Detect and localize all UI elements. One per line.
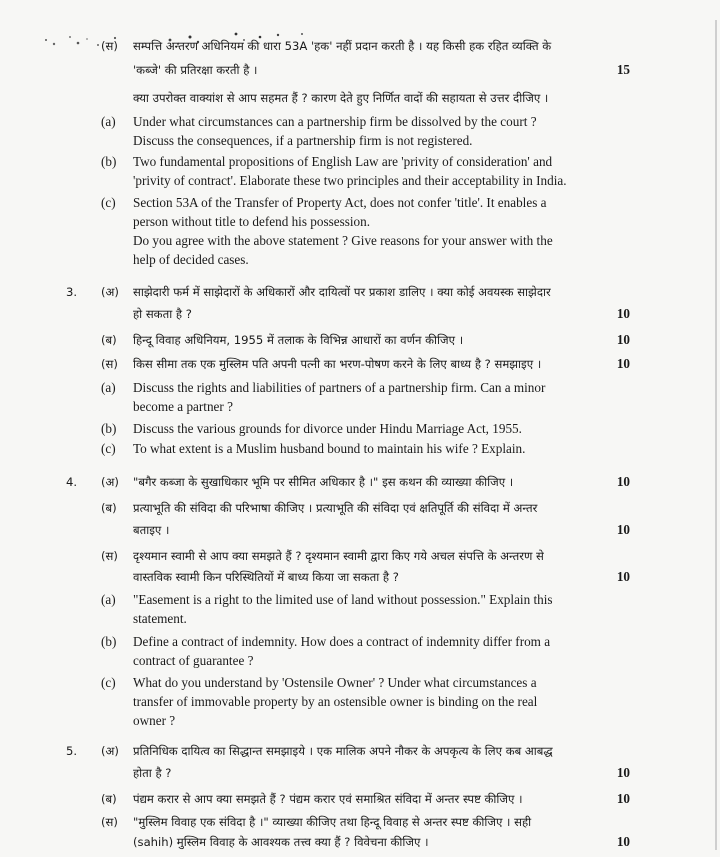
question-text: Under what circumstances can a partnership firm be dissolved by the court ? <box>133 114 537 129</box>
question-line <box>0 395 720 419</box>
question-text: become a partner ? <box>133 399 233 414</box>
question-line <box>0 328 720 352</box>
sub-question-label: (अ) <box>101 285 119 299</box>
sub-question-label: (स) <box>101 357 118 371</box>
question-line <box>0 565 720 589</box>
marks: 10 <box>616 522 630 537</box>
question-text: क्या उपरोक्त वाक्यांश से आप सहमत हैं ? कारण देते हुए निर्णित वादों की सहायता से उत्तर दीजिए । <box>133 91 549 105</box>
sub-question-label: (a) <box>101 114 116 129</box>
sub-question-label: (अ) <box>101 744 119 758</box>
question-text: हो सकता है ? <box>133 307 192 321</box>
question-text: To what extent is a Muslim husband bound to maintain his wife ? Explain. <box>133 441 526 456</box>
question-text: बताइए । <box>133 523 170 537</box>
question-line <box>0 518 720 542</box>
question-text: help of decided cases. <box>133 252 249 267</box>
question-text: होता है ? <box>133 766 172 780</box>
question-text: transfer of immovable property by an ostensible owner is binding on the real <box>133 694 538 709</box>
sub-question-label: (a) <box>101 380 116 395</box>
question-line <box>0 58 720 82</box>
question-text: person without title to defend his possession. <box>133 214 370 229</box>
question-text: Discuss the various grounds for divorce under Hindu Marriage Act, 1955. <box>133 421 522 436</box>
question-line <box>0 830 720 854</box>
question-text: Discuss the rights and liabilities of partners of a partnership firm. Can a minor <box>133 380 546 395</box>
marks: 10 <box>616 332 630 347</box>
question-line <box>0 607 720 631</box>
sub-question-label: (स) <box>101 549 118 563</box>
sub-question-label: (c) <box>101 195 116 210</box>
question-text: Discuss the consequences, if a partnership firm is not registered. <box>133 133 473 148</box>
question-text: Define a contract of indemnity. How does a contract of indemnity differ from a <box>133 634 551 649</box>
sub-question-label: (अ) <box>101 475 119 489</box>
question-line <box>0 787 720 811</box>
question-text: contract of guarantee ? <box>133 653 254 668</box>
question-line <box>0 470 720 494</box>
question-text: हिन्दू विवाह अधिनियम, 1955 में तलाक के विभिन्न आधारों का वर्णन कीजिए । <box>133 333 464 347</box>
question-number: 3. <box>66 285 78 299</box>
question-line <box>0 248 720 272</box>
marks: 10 <box>616 306 630 321</box>
question-text: साझेदारी फर्म में साझेदारों के अधिकारों और दायित्वों पर प्रकाश डालिए । क्या कोई अवयस्क साझेदार <box>133 285 551 299</box>
question-text: owner ? <box>133 713 176 728</box>
question-line <box>0 169 720 193</box>
question-text: प्रत्याभूति की संविदा की परिभाषा कीजिए । प्रत्याभूति की संविदा एवं क्षतिपूर्ति की संविदा में अन्तर <box>133 501 538 515</box>
question-number: 5. <box>66 744 78 758</box>
marks: 10 <box>616 791 630 806</box>
question-line <box>0 86 720 110</box>
question-text: What do you understand by 'Ostensile Owner' ? Under what circumstances a <box>133 675 537 690</box>
sub-question-label: (c) <box>101 441 116 456</box>
sub-question-label: (b) <box>101 154 117 169</box>
marks: 15 <box>616 62 630 77</box>
marks: 10 <box>616 765 630 780</box>
sub-question-label: (c) <box>101 675 116 690</box>
question-text: सम्पत्ति अन्तरण अधिनियम की धारा 53A 'हक' नहीं प्रदान करती है । यह किसी हक रहित व्यक्ति के <box>133 39 552 53</box>
question-text: statement. <box>133 611 187 626</box>
sub-question-label: (a) <box>101 592 116 607</box>
question-line <box>0 761 720 785</box>
question-text: Section 53A of the Transfer of Property Act, does not confer 'title'. It enables a <box>133 195 547 210</box>
question-line <box>0 709 720 733</box>
sub-question-label: (ब) <box>101 501 117 515</box>
sub-question-label: (स) <box>101 815 118 829</box>
question-text: "मुस्लिम विवाह एक संविदा है ।" व्याख्या कीजिए तथा हिन्दू विवाह से अन्तर स्पष्ट कीजिए । सही <box>133 815 532 829</box>
marks: 10 <box>616 569 630 584</box>
question-line <box>0 496 720 520</box>
sub-question-label: (स) <box>101 39 118 53</box>
sub-question-label: (b) <box>101 634 117 649</box>
question-line <box>0 34 720 58</box>
question-line <box>0 739 720 763</box>
question-text: वास्तविक स्वामी किन परिस्थितियों में बाध्य किया जा सकता है ? <box>133 570 399 584</box>
question-text: "बगैर कब्जा के सुखाधिकार भूमि पर सीमित अधिकार है ।" इस कथन की व्याख्या कीजिए । <box>133 475 514 489</box>
marks: 10 <box>616 356 630 371</box>
question-text: Two fundamental propositions of English Law are 'privity of consideration' and <box>133 154 553 169</box>
question-number: 4. <box>66 475 78 489</box>
sub-question-label: (ब) <box>101 333 117 347</box>
question-text: पंद्यम करार से आप क्या समझते हैं ? पंद्यम करार एवं समाश्रित संविदा में अन्तर स्पष्ट कीजिए । <box>133 792 523 806</box>
question-text: 'कब्जे' की प्रतिरक्षा करती है । <box>133 63 258 77</box>
marks: 10 <box>616 834 630 849</box>
question-line <box>0 302 720 326</box>
question-text: प्रतिनिधिक दायित्व का सिद्धान्त समझाइये । एक मालिक अपने नौकर के अपकृत्य के लिए कब आबद्ध <box>133 744 553 758</box>
sub-question-label: (b) <box>101 421 117 436</box>
sub-question-label: (ब) <box>101 792 117 806</box>
question-line <box>0 280 720 304</box>
question-line <box>0 437 720 461</box>
question-text: किस सीमा तक एक मुस्लिम पति अपनी पत्नी का भरण-पोषण करने के लिए बाध्य है ? समझाइए । <box>133 357 542 371</box>
marks: 10 <box>616 474 630 489</box>
question-line <box>0 649 720 673</box>
question-text: (sahih) मुस्लिम विवाह के आवश्यक तत्त्व क्या हैं ? विवेचना कीजिए । <box>133 835 429 849</box>
question-text: "Easement is a right to the limited use of land without possession." Explain this <box>133 592 553 607</box>
question-text: 'privity of contract'. Elaborate these two principles and their acceptability in India. <box>133 173 567 188</box>
question-line <box>0 352 720 376</box>
question-text: Do you agree with the above statement ? Give reasons for your answer with the <box>133 233 553 248</box>
question-text: दृश्यमान स्वामी से आप क्या समझते हैं ? दृश्यमान स्वामी द्वारा किए गये अचल संपत्ति के अन्तरण से <box>133 549 544 563</box>
